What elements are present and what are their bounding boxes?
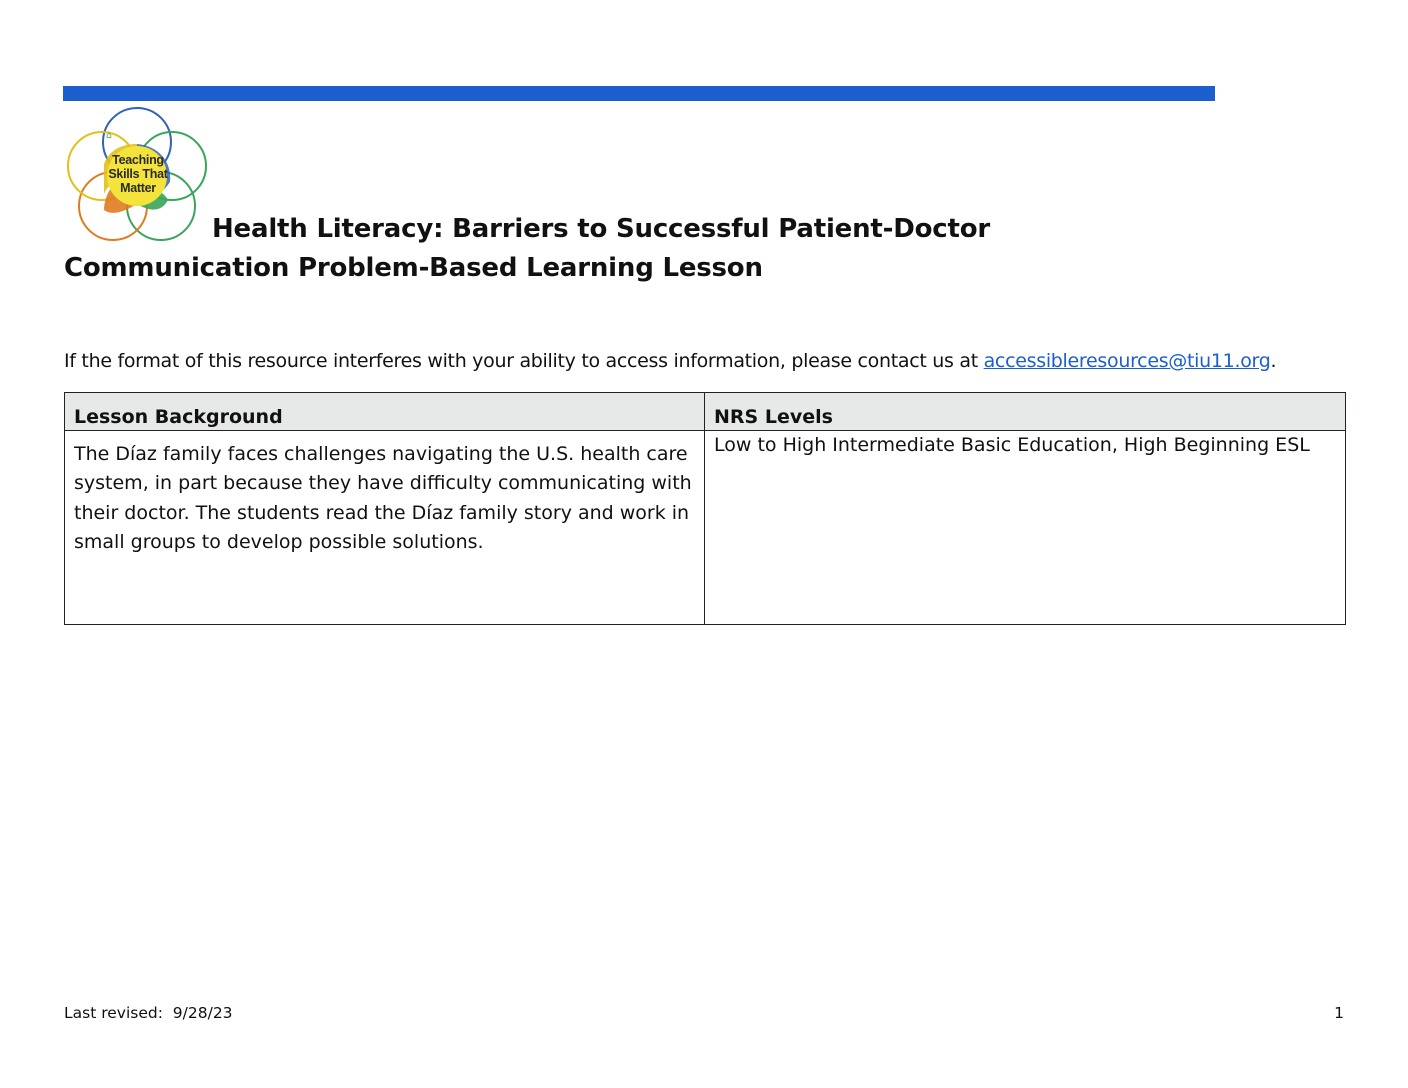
accessibility-email-link[interactable]: accessibleresources@tiu11.org <box>983 350 1271 372</box>
lesson-background-text: The Díaz family faces challenges navigating the U.S. health care system, in part because they have difficulty communicating with their doctor. The students read the Díaz family story and work in small groups to develop possible solutions. <box>65 431 705 625</box>
svg-text:⌂: ⌂ <box>106 131 112 141</box>
page-number: 1 <box>1334 1004 1344 1022</box>
lesson-info-table <box>64 392 1346 625</box>
lesson-background-header: Lesson Background <box>65 393 705 431</box>
page-title-line-2: Communication Problem-Based Learning Lesson <box>64 253 763 283</box>
table-header-row <box>65 393 1346 431</box>
last-revised: Last revised: 9/28/23 <box>64 1004 233 1022</box>
logo-line-1: Teaching <box>112 153 164 167</box>
accessibility-note-text: If the format of this resource interferes with your ability to access information, please contact us at <box>64 350 984 372</box>
logo-line-3: Matter <box>120 181 156 195</box>
accessibility-note-end: . <box>1270 350 1277 372</box>
nrs-levels-text: Low to High Intermediate Basic Education, High Beginning ESL <box>705 431 1346 625</box>
page-title-line-1: Health Literacy: Barriers to Successful Patient-Doctor <box>212 214 991 244</box>
accessibility-note <box>64 350 1276 372</box>
table-row <box>65 431 1346 625</box>
logo-line-2: Skills That <box>108 167 168 181</box>
header-accent-bar <box>63 86 1215 101</box>
teaching-skills-logo <box>64 104 210 244</box>
logo-wordmark <box>64 104 210 244</box>
nrs-levels-header: NRS Levels <box>705 393 1346 431</box>
